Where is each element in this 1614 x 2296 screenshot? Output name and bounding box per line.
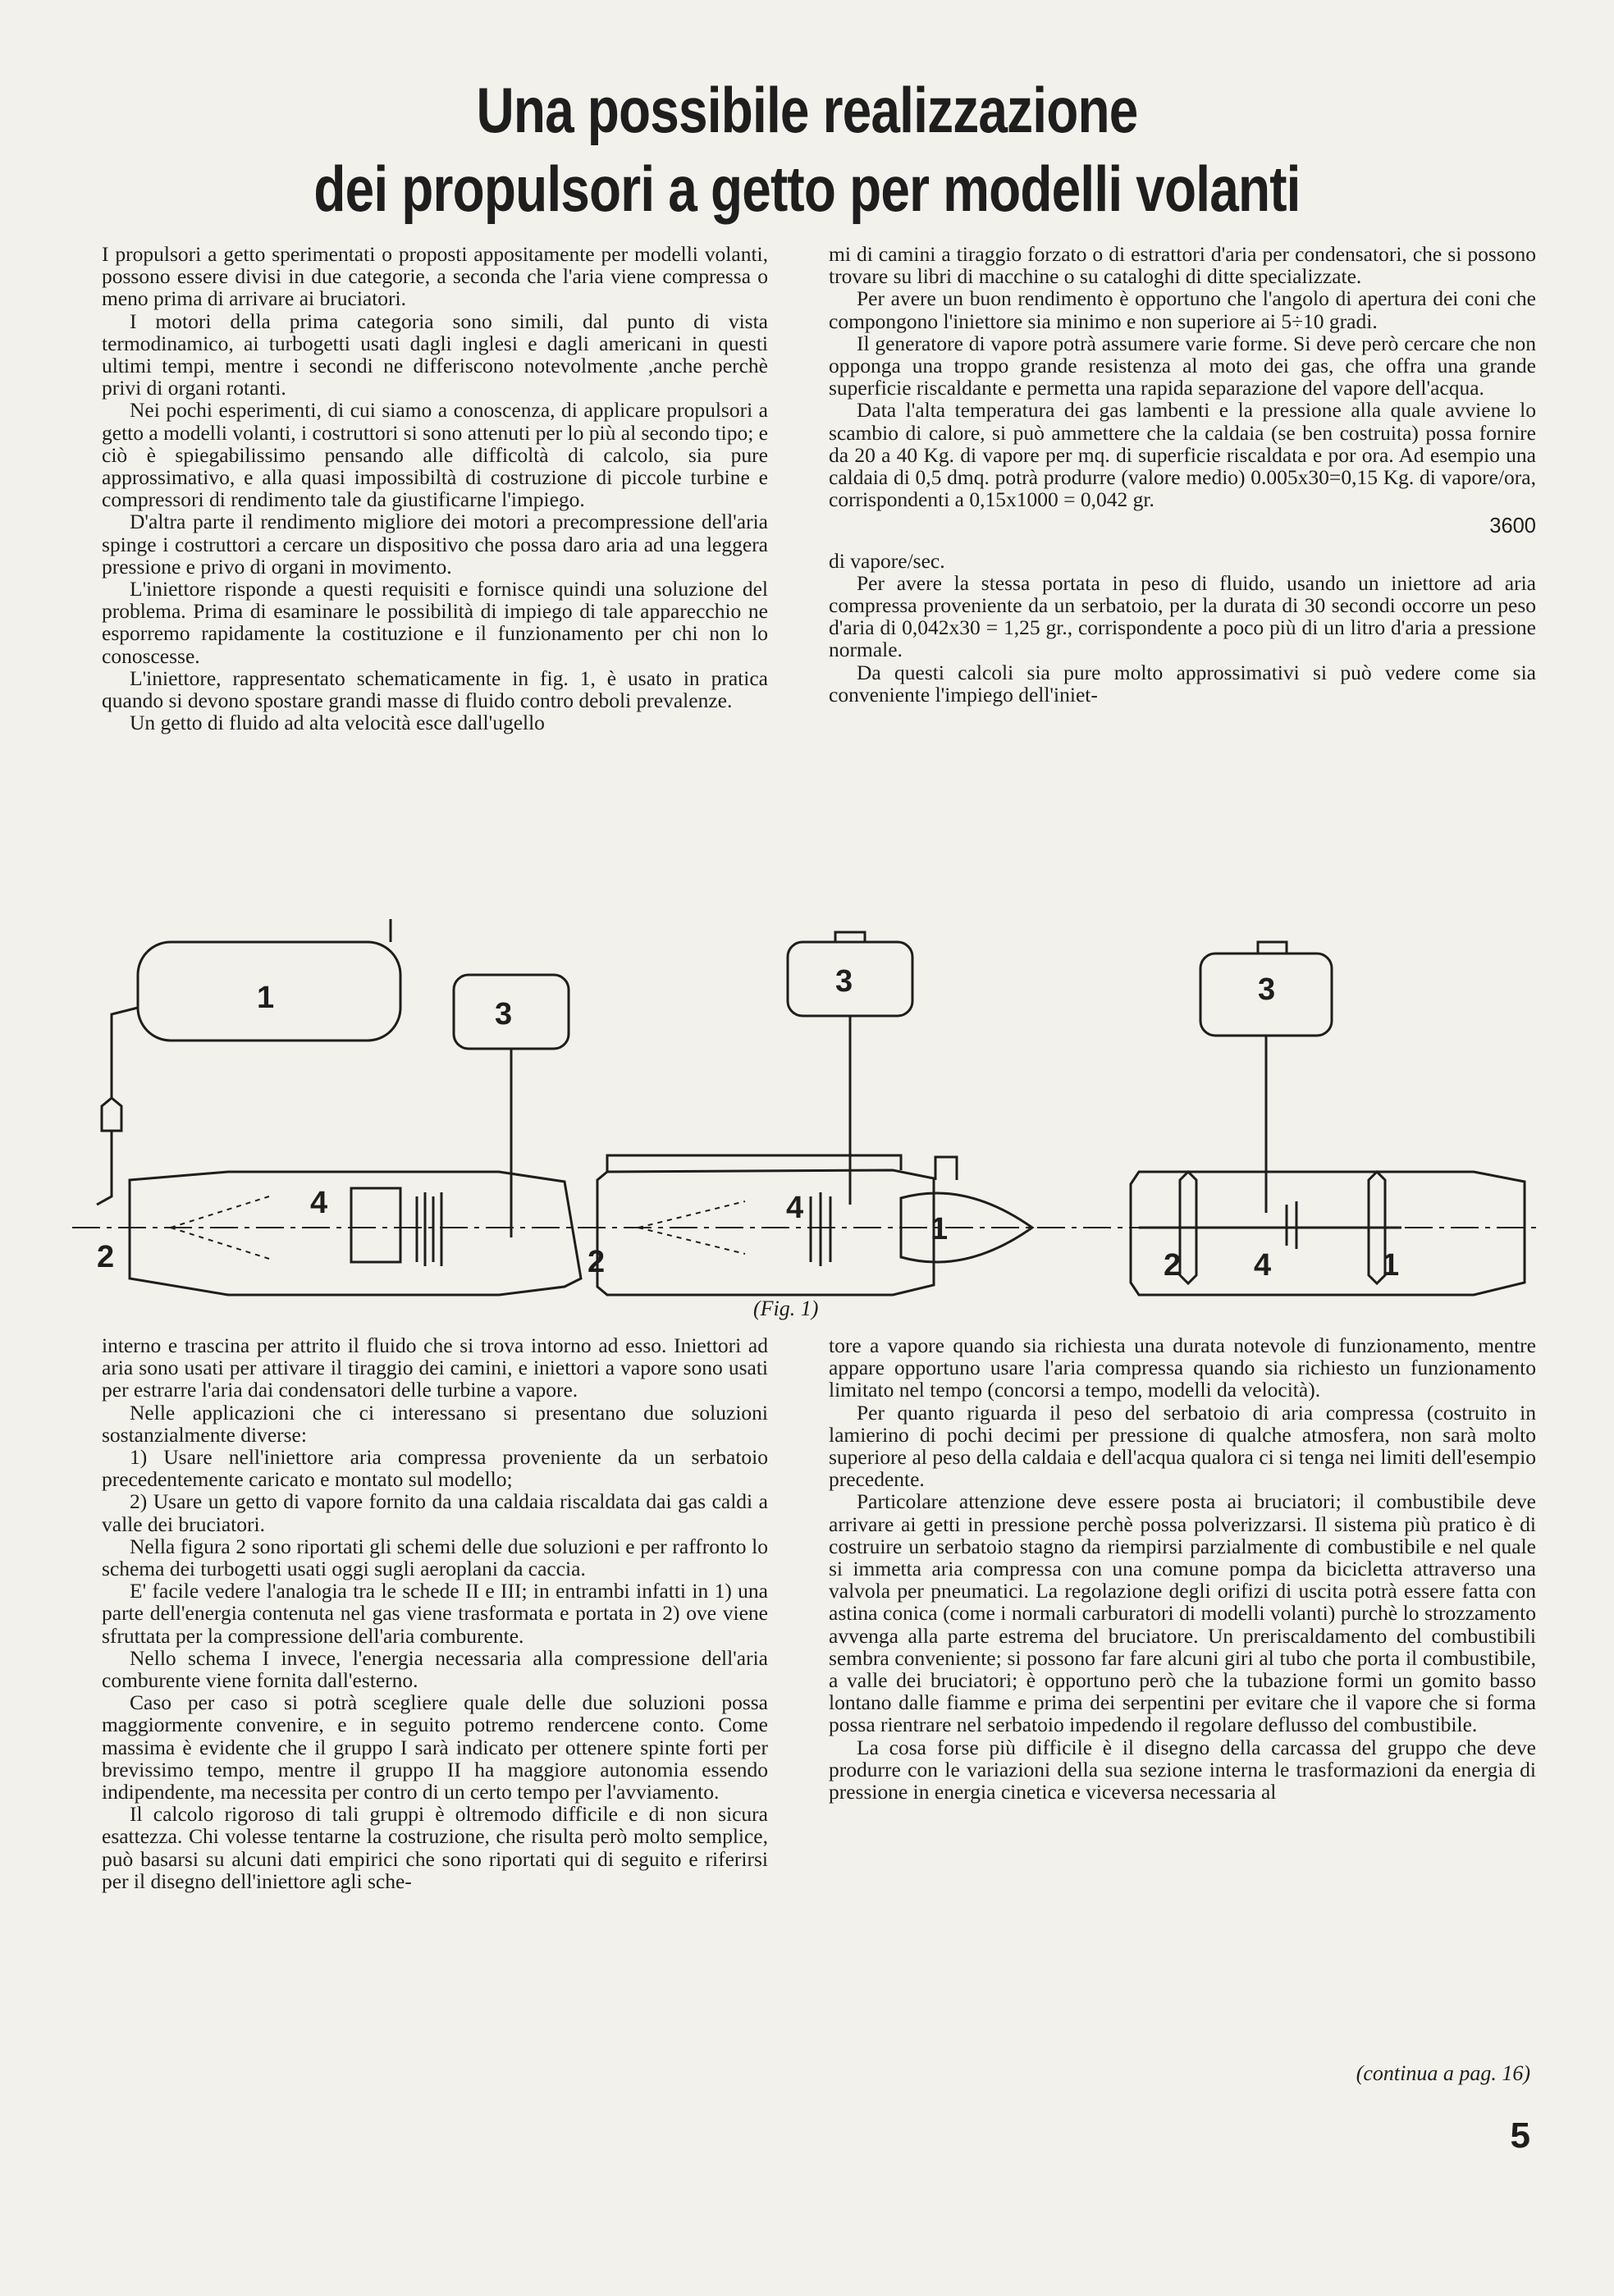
label-d1-1: 1 bbox=[257, 981, 275, 1015]
paragraph: L'iniettore, rappresentato schematicamente in fig. 1, è usato in pratica quando si devono spostare grandi masse di fluido contro deboli prevalenze. bbox=[102, 665, 768, 713]
engine-body-1 bbox=[130, 1172, 581, 1295]
burner-coil-2 bbox=[811, 1192, 830, 1266]
fuel-cap bbox=[835, 932, 865, 942]
paragraph: Da questi calcoli sia pure molto approssimativi si può vedere come sia conveniente l'impiego dell'iniet- bbox=[829, 660, 1536, 707]
figure-caption: (Fig. 1) bbox=[753, 1297, 819, 1320]
column-4 bbox=[829, 1334, 1536, 1803]
paragraph: Nella figura 2 sono riportati gli schemi delle due soluzioni e per raffronto lo schema dei turbogetti usati oggi sugli aeroplani da caccia. bbox=[102, 1534, 768, 1581]
label-d2-4: 4 bbox=[786, 1191, 804, 1225]
title-line-2: dei propulsori a getto per modelli volanti bbox=[313, 153, 1301, 225]
label-d2-3: 3 bbox=[835, 964, 853, 999]
figure-1-diagram bbox=[72, 909, 1549, 1336]
label-d1-3: 3 bbox=[495, 997, 513, 1031]
paragraph: di vapore/sec. bbox=[829, 548, 945, 573]
paragraph: mi di camini a tiraggio forzato o di estrattori d'aria per condensatori, che si possono trovare su libri di macchine o su cataloghi di ditte specializzate. bbox=[829, 242, 1536, 289]
title-line-1: Una possibile realizzazione bbox=[476, 74, 1138, 146]
paragraph: Il calcolo rigoroso di tali gruppi è oltremodo difficile e di non sicura esattezza. Chi volesse tentarne la costruzione, che risulta però molto semplice, può basarsi su alcuni dati empirici che sono riportati qui di seguito e riferirsi per il disegno dell'iniettore agli sche- bbox=[102, 1802, 768, 1893]
paragraph: D'altra parte il rendimento migliore dei motori a precompressione dell'aria spinge i costruttori a cercare un dispositivo che possa daro aria ad una leggera pressione e privo di organi in movimento. bbox=[102, 510, 768, 579]
paragraph: Per avere un buon rendimento è opportuno che l'angolo di apertura dei coni che compongono l'iniettore sia minimo e non superiore ai 5÷10 gradi. bbox=[829, 286, 1536, 333]
paragraph: 1) Usare nell'iniettore aria compressa proveniente da un serbatoio precedentemente caricato e montato sul modello; bbox=[102, 1445, 768, 1492]
paragraph: Particolare attenzione deve essere posta ai bruciatori; il combustibile deve arrivare ai getti in pressione perchè possa polverizzarsi. Il sistema più pratico è di costruire un serbatoio stagno da riempirsi parzialmente di combustibile e nel quale si immetta aria compressa con una comune pompa da bicicletta attraverso una valvola per pneumatici. La regolazione degli orifizi di uscita potrà essere fatta con astina conica (come i normali carburatori di modelli volanti) purchè lo strozzamento avvenga alla parte estrema del bruciatore. Un preriscaldamento del combustibili sembra conveniente; si possono far fare alcuni giri al tubo che porta il combustibile, a valle dei bruciatori; è opportuno però che la tubazione formi un gomito basso lontano dalle fiamme e prima dei serpentini per evitare che il vapore che si forma possa rientrare nel serbatoio impedendo il regolare deflusso del combustibile. bbox=[829, 1489, 1536, 1737]
continuation-note: (continua a pag. 16) bbox=[1356, 2061, 1530, 2085]
paragraph: L'iniettore risponde a questi requisiti e fornisce quindi una soluzione del problema. Prima di esaminare le possibilità di impiego di tale apparecchio ne esporremo rapidamente la costituzione e il funzionamento per chi non lo conoscesse. bbox=[102, 577, 768, 668]
paragraph: Per avere la stessa portata in peso di fluido, usando un iniettore ad aria compressa proveniente da un serbatoio, per la durata di 30 secondi occorre un peso d'aria di 0,042x30 = 1,25 gr., corrispondente a poco più di un litro d'aria a pressione normale. bbox=[829, 570, 1536, 662]
column-1 bbox=[102, 243, 768, 734]
column-2 bbox=[829, 243, 1536, 706]
article-title bbox=[246, 71, 1368, 228]
burner-3 bbox=[1287, 1201, 1296, 1249]
paragraph: Nei pochi esperimenti, di cui siamo a conoscenza, di applicare propulsori a getto a modelli volanti, i costruttori si sono attenuti per lo più al secondo tipo; e ciò è spiegabilissimo pensando alle difficoltà di calcolo, sia pure approssimativo, e alla quasi impossibiltà di costruzione di piccole turbine e compressori di rendimento tale da giustificarne l'impiego. bbox=[102, 398, 768, 512]
column-3 bbox=[102, 1334, 768, 1892]
combustion-box bbox=[351, 1188, 400, 1262]
paragraph: I motori della prima categoria sono simili, dal punto di vista termodinamico, ai turbogetti usati dagli inglesi e dagli americani in questi ultimi tempi, mentre i secondi ne differiscono notevolmente ,anche perchè privi di organi rotanti. bbox=[102, 309, 768, 400]
paragraph: I propulsori a getto sperimentati o proposti appositamente per modelli volanti, possono essere divisi in due categorie, a seconda che l'aria viene compressa o meno prima di arrivare ai bruciatori. bbox=[102, 242, 768, 311]
boiler-cap bbox=[935, 1157, 957, 1180]
page-number: 5 bbox=[1510, 2115, 1530, 2156]
paragraph: Caso per caso si potrà scegliere quale delle due soluzioni possa maggiormente convenire, e in seguito potremo rendercene conto. Come massima è evidente che il gruppo I sarà indicato per ottenere spinte forti per brevissimo tempo, mentre il gruppo II ha maggiore autonomia essendo indipendente, ma necessita per contro di un certo tempo per l'avviamento. bbox=[102, 1690, 768, 1804]
formula-denominator: 3600 bbox=[1489, 515, 1536, 538]
paragraph: 2) Usare un getto di vapore fornito da una caldaia riscaldata dai gas caldi a valle dei bruciatori. bbox=[102, 1489, 768, 1536]
paragraph: E' facile vedere l'analogia tra le schede II e III; in entrambi infatti in 1) una parte dell'energia contenuta nel gas viene trasformata e portata in 2) ove viene sfruttata per la compressione dell'aria comburente. bbox=[102, 1579, 768, 1648]
label-d1-2: 2 bbox=[97, 1240, 115, 1274]
label-d3-2: 2 bbox=[1164, 1248, 1182, 1283]
paragraph: Per quanto riguarda il peso del serbatoio di aria compressa (costruito in lamierino di pochi decimi per pressione di qualche atmosfera, non sarà molto superiore al peso della caldaia e dell'acqua qualora ci si tenga nei limiti dell'esempio precedente. bbox=[829, 1400, 1536, 1492]
label-d1-4: 4 bbox=[310, 1186, 328, 1220]
paragraph: Data l'alta temperatura dei gas lambenti e la pressione alla quale avviene lo scambio di calore, si può ammettere che la caldaia (se ben costruita) possa fornire da 20 a 40 Kg. di vapore per mq. di superficie riscaldata e por ora. Ad esempio una caldaia di 0,5 dmq. potrà produrre (valore medio) 0.005x30=0,15 Kg. di vapore/ora, corrispondenti a 0,15x1000 = 0,042 gr. bbox=[829, 398, 1536, 512]
paragraph: Nelle applicazioni che ci interessano si presentano due soluzioni sostanzialmente diverse: bbox=[102, 1400, 768, 1447]
air-line bbox=[97, 1008, 138, 1205]
engine-body-2 bbox=[597, 1170, 934, 1295]
fuel-cap-3 bbox=[1258, 942, 1287, 954]
paragraph: Il generatore di vapore potrà assumere varie forme. Si deve però cercare che non opponga una troppo grande resistenza al moto dei gas, che offra una grande superficie riscaldante e permetta una rapida separazione del vapore dell'acqua. bbox=[829, 331, 1536, 400]
paragraph: La cosa forse più difficile è il disegno della carcassa del gruppo che deve produrre con le variazioni della sua sezione interna le trasformazioni da energia di pressione in energia cinetica e viceversa necessaria al bbox=[829, 1735, 1536, 1804]
burner-coil-1 bbox=[417, 1192, 441, 1266]
label-d2-1: 1 bbox=[930, 1212, 949, 1246]
engine-body-3 bbox=[1131, 1172, 1525, 1295]
paragraph: interno e trascina per attrito il fluido che si trova intorno ad esso. Iniettori ad aria sono usati per attivare il tiraggio dei camini, e iniettori a vapore sono usati per estrarre l'aria dai condensatori delle turbine a vapore. bbox=[102, 1333, 768, 1402]
label-d2-2: 2 bbox=[588, 1245, 606, 1279]
label-d3-4: 4 bbox=[1254, 1248, 1272, 1283]
label-d3-3: 3 bbox=[1258, 972, 1276, 1007]
paragraph: Nello schema I invece, l'energia necessaria alla compressione dell'aria comburente viene fornita dall'esterno. bbox=[102, 1645, 768, 1693]
paragraph: Un getto di fluido ad alta velocità esce dall'ugello bbox=[130, 711, 545, 735]
paragraph: tore a vapore quando sia richiesta una durata notevole di funzionamento, mentre appare opportuno usare l'aria compressa quando sia richiesto un funzionamento limitato nel tempo (concorsi a tempo, modelli da velocità). bbox=[829, 1333, 1536, 1402]
label-d3-1: 1 bbox=[1382, 1248, 1400, 1283]
